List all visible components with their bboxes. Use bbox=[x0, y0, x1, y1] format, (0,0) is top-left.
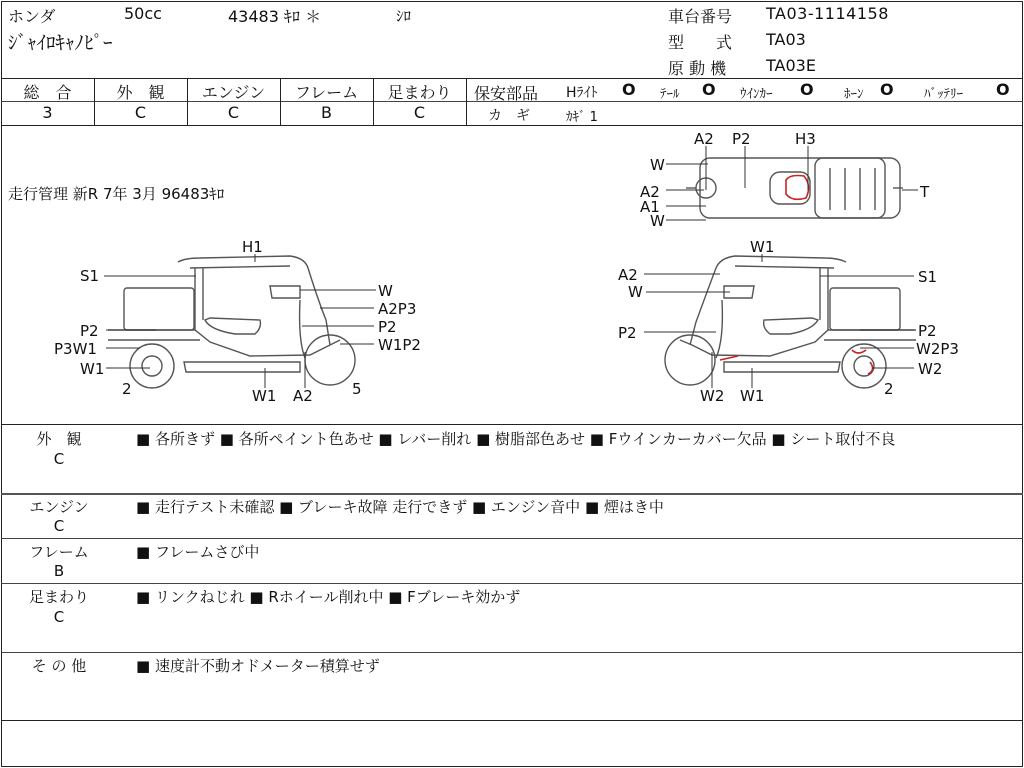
key-label: カ ギ bbox=[488, 108, 530, 124]
diagram-label-left-5: 5 bbox=[352, 380, 362, 398]
diagram-label-top-t: T bbox=[920, 183, 930, 201]
maker-name: ホンダ bbox=[8, 7, 56, 26]
exterior-label: 外 観 bbox=[116, 83, 165, 102]
grade-row-top bbox=[1, 78, 1023, 79]
suspension-grade-value: C bbox=[413, 103, 426, 122]
diagram-label-right-s1: S1 bbox=[918, 268, 938, 286]
engine-grade-label: エンジン bbox=[201, 83, 266, 102]
diagram-label-right-w2-bottom: W2 bbox=[700, 387, 725, 405]
diagram-label-left-2: 2 bbox=[122, 380, 132, 398]
safety-mark-horn: O bbox=[880, 80, 894, 99]
remark-label-suspension: 足まわり bbox=[28, 588, 89, 606]
safety-item-headlight: Hﾗｲﾄ bbox=[566, 85, 598, 101]
chassis-label: 車台番号 bbox=[668, 7, 733, 26]
diagram-label-left-p2-rear: P2 bbox=[80, 322, 99, 340]
remark-grade-engine: C bbox=[53, 517, 65, 535]
total-label: 総 合 bbox=[23, 83, 72, 102]
safety-item-battery: ﾊﾞｯﾃﾘｰ bbox=[924, 87, 963, 102]
remark-label-other: そ の 他 bbox=[31, 657, 87, 675]
remark-text-other: ■ 速度計不動オドメーター積算せず bbox=[136, 657, 380, 675]
remark-label-exterior: 外 観 bbox=[36, 430, 82, 448]
exterior-value: C bbox=[134, 103, 147, 122]
remark-grade-exterior: C bbox=[53, 450, 65, 468]
remark-text-suspension: ■ リンクねじれ ■ Rホイール削れ中 ■ Fブレーキ効かず bbox=[136, 588, 521, 606]
remark-text-engine: ■ 走行テスト未確認 ■ ブレーキ故障 走行できず ■ エンジン音中 ■ 煙はき中 bbox=[136, 498, 664, 516]
diagram-label-top-w-upper: W bbox=[650, 156, 665, 174]
chassis-value: TA03-1114158 bbox=[766, 4, 889, 23]
safety-mark-battery: O bbox=[996, 80, 1010, 99]
safety-item-horn: ﾎｰﾝ bbox=[844, 87, 864, 102]
diagram-label-right-p2-front: P2 bbox=[618, 324, 637, 342]
diagram-label-top-a2-side: A2 bbox=[640, 183, 660, 201]
safety-item-tail: ﾃｰﾙ bbox=[660, 87, 680, 102]
safety-mark-winker: O bbox=[800, 80, 814, 99]
safety-item-winker: ｳｲﾝｶｰ bbox=[740, 87, 773, 102]
remarks-divider-2 bbox=[1, 538, 1023, 539]
diagram-label-left-p3w1: P3W1 bbox=[54, 340, 97, 358]
mileage-value: 43483 ｷﾛ ＊ bbox=[228, 7, 322, 26]
diagram-label-left-w: W bbox=[378, 282, 393, 300]
remark-text-frame: ■ フレームさび中 bbox=[136, 543, 260, 561]
safety-label: 保安部品 bbox=[474, 84, 539, 103]
engine-value: TA03E bbox=[766, 56, 816, 75]
displacement: 50cc bbox=[124, 4, 162, 23]
diagram-label-right-w1-top: W1 bbox=[750, 238, 775, 256]
remarks-divider-3 bbox=[1, 583, 1023, 584]
mileage-note: 走行管理 新R 7年 3月 96483ｷﾛ bbox=[8, 185, 225, 203]
remarks-top-line bbox=[1, 424, 1023, 425]
safety-mark-tail: O bbox=[702, 80, 716, 99]
remarks-bottom-line bbox=[1, 720, 1023, 721]
remarks-divider-1 bbox=[1, 493, 1023, 495]
diagram-label-right-2: 2 bbox=[884, 380, 894, 398]
diagram-label-top-w-lower: W bbox=[650, 212, 665, 230]
diagram-label-left-w1-bottom: W1 bbox=[252, 387, 277, 405]
suspension-grade-label: 足まわり bbox=[387, 83, 452, 102]
diagram-label-right-w2p3: W2P3 bbox=[916, 340, 959, 358]
remark-label-frame: フレーム bbox=[29, 543, 89, 561]
top-view bbox=[686, 158, 903, 218]
remarks-divider-4 bbox=[1, 652, 1023, 653]
frame-grade-label: フレーム bbox=[294, 83, 359, 102]
diagram-label-right-w: W bbox=[628, 283, 643, 301]
type-label: 型 式 bbox=[668, 33, 733, 52]
remark-label-engine: エンジン bbox=[29, 498, 89, 516]
diagram-label-left-p2-front: P2 bbox=[378, 318, 397, 336]
diagram-label-left-w1p2: W1P2 bbox=[378, 336, 421, 354]
diagram-label-top-a2: A2 bbox=[694, 130, 714, 148]
diagram-label-left-a2-bottom: A2 bbox=[293, 387, 313, 405]
color-value: ｼﾛ bbox=[396, 7, 412, 25]
damage-marks bbox=[720, 176, 873, 375]
diagram-label-left-h1: H1 bbox=[242, 238, 263, 256]
total-value: 3 bbox=[42, 103, 53, 122]
diagram-label-right-w1-bottom: W1 bbox=[740, 387, 765, 405]
diagram-label-right-a2: A2 bbox=[618, 266, 638, 284]
model-name: ｼﾞｬｲﾛｷｬﾉﾋﾟｰ bbox=[8, 32, 113, 54]
diagram-label-right-w2-rear: W2 bbox=[918, 360, 943, 378]
remark-text-exterior: ■ 各所きず ■ 各所ペイント色あせ ■ レバー削れ ■ 樹脂部色あせ ■ Fウインカーカバー欠品 ■ シート取付不良 bbox=[136, 430, 896, 448]
grade-divider-5 bbox=[466, 78, 467, 125]
diagram-label-right-p2-rear: P2 bbox=[918, 322, 937, 340]
remark-grade-frame: B bbox=[53, 562, 65, 580]
diagram-label-top-h3: H3 bbox=[795, 130, 816, 148]
diagram-label-top-a1: A1 bbox=[640, 198, 660, 216]
engine-label: 原 動 機 bbox=[668, 59, 727, 78]
frame-grade-value: B bbox=[321, 103, 332, 122]
key-value: ｶｷﾞ 1 bbox=[566, 110, 598, 125]
diagram-label-top-p2: P2 bbox=[732, 130, 751, 148]
engine-grade-value: C bbox=[227, 103, 240, 122]
vehicle-diagram bbox=[0, 126, 1024, 424]
remark-grade-suspension: C bbox=[53, 608, 65, 626]
safety-mark-headlight: O bbox=[622, 80, 636, 99]
diagram-label-left-a2p3: A2P3 bbox=[378, 300, 417, 318]
diagram-label-left-w1-rear: W1 bbox=[80, 360, 105, 378]
type-value: TA03 bbox=[766, 30, 806, 49]
diagram-label-left-s1: S1 bbox=[80, 267, 100, 285]
